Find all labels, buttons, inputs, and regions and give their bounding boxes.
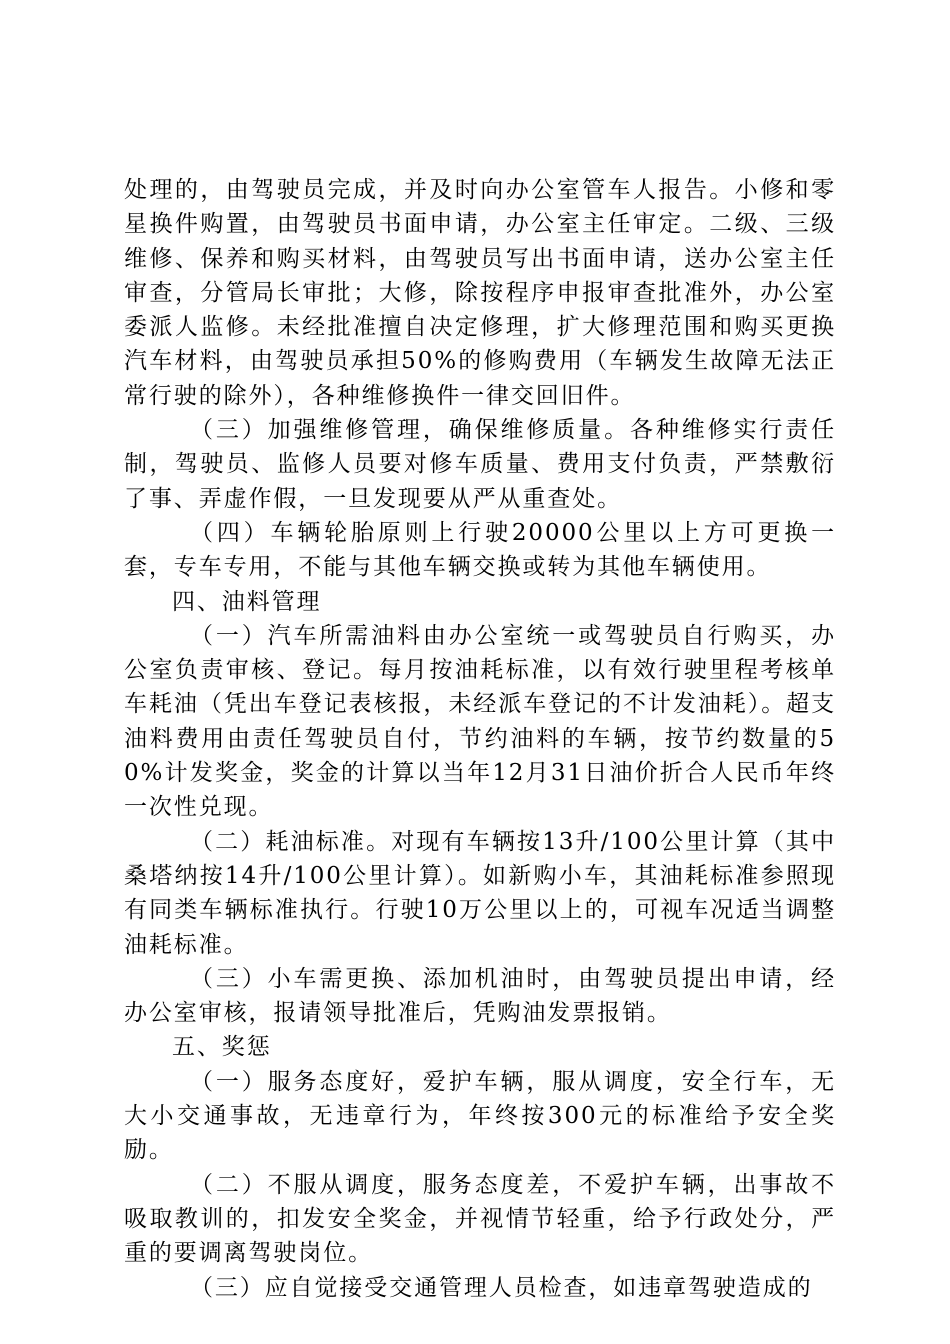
paragraph-fuel-purchase: （一）汽车所需油料由办公室统一或驾驶员自行购买，办公室负责审核、登记。每月按油耗标准，以有效行驶里程考核单车耗油（凭出车登记表核报，未经派车登记的不计发油耗）。超支油料费用由责任驾驶员自付，节约油料的车辆，按节约数量的50%计发奖金，奖金的计算以当年12月31日油价折合人民币年终一次性兑现。 — [124, 622, 836, 821]
paragraph-tire-replacement: （四）车辆轮胎原则上行驶20000公里以上方可更换一套，专车专用，不能与其他车辆交换或转为其他车辆使用。 — [124, 519, 836, 581]
document-body — [124, 173, 836, 1305]
paragraph-safety-reward: （一）服务态度好，爱护车辆，服从调度，安全行车，无大小交通事故，无违章行为，年终按300元的标准给予安全奖励。 — [124, 1068, 836, 1164]
section-heading-fuel-management: 四、油料管理 — [172, 588, 322, 615]
section-heading-rewards-penalties: 五、奖惩 — [172, 1034, 272, 1061]
paragraph-traffic-inspection: （三）应自觉接受交通管理人员检查，如违章驾驶造成的 — [190, 1274, 813, 1301]
paragraph-fuel-standard: （二）耗油标准。对现有车辆按13升/100公里计算（其中桑塔纳按14升/100公里计算）。如新购小车，其油耗标准参照现有同类车辆标准执行。行驶10万公里以上的，可视车况适当调整油耗标准。 — [124, 828, 836, 958]
paragraph-penalty: （二）不服从调度，服务态度差，不爱护车辆，出事故不吸取教训的，扣发安全奖金，并视情节轻重，给予行政处分，严重的要调离驾驶岗位。 — [124, 1171, 836, 1267]
paragraph-maintenance-approval: 处理的，由驾驶员完成，并及时向办公室管车人报告。小修和零星换件购置，由驾驶员书面申请，办公室主任审定。二级、三级维修、保养和购买材料，由驾驶员写出书面申请，送办公室主任审查，分管局长审批；大修，除按程序申报审查批准外，办公室委派人监修。未经批准擅自决定修理，扩大修理范围和购买更换汽车材料，由驾驶员承担50%的修购费用（车辆发生故障无法正常行驶的除外），各种维修换件一律交回旧件。 — [124, 177, 836, 409]
paragraph-engine-oil: （三）小车需更换、添加机油时，由驾驶员提出申请，经办公室审核，报请领导批准后，凭购油发票报销。 — [124, 965, 836, 1027]
paragraph-maintenance-quality: （三）加强维修管理，确保维修质量。各种维修实行责任制，驾驶员、监修人员要对修车质量、费用支付负责，严禁敷衍了事、弄虚作假，一旦发现要从严从重查处。 — [124, 417, 836, 512]
